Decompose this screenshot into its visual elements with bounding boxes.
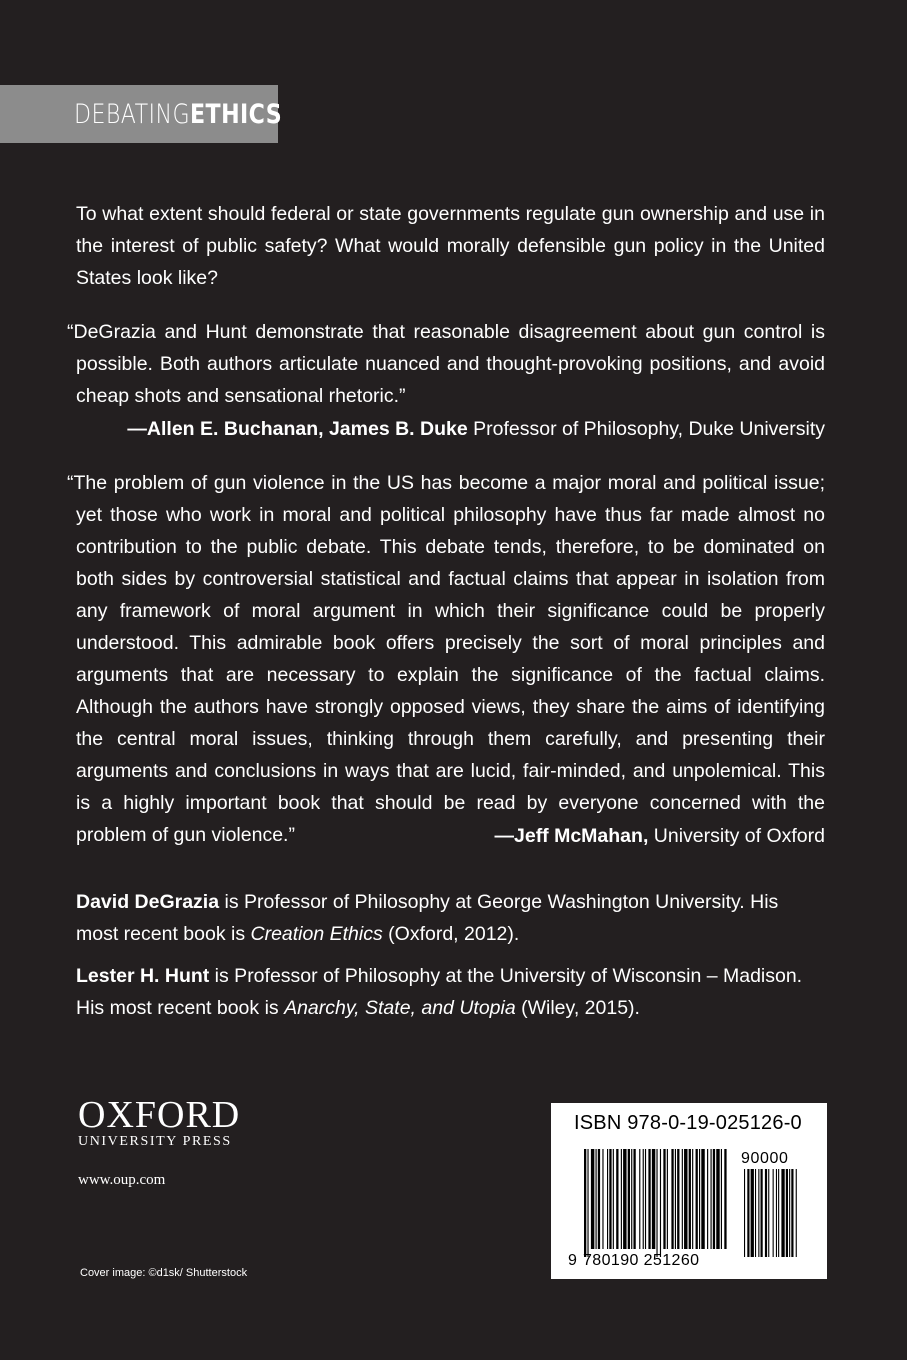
barcode-addon-bar — [765, 1169, 767, 1257]
barcode-bar — [684, 1149, 687, 1249]
barcode-bar — [613, 1149, 614, 1249]
barcode-addon-bar — [791, 1169, 793, 1257]
barcode-bar — [639, 1149, 640, 1249]
barcode-addon-bar — [761, 1169, 763, 1257]
barcode-bar — [628, 1149, 630, 1249]
author-2-name: Lester H. Hunt — [76, 965, 210, 987]
barcode-bar — [696, 1149, 698, 1249]
author-1-book: Creation Ethics — [250, 923, 383, 945]
barcode-bar — [721, 1149, 722, 1249]
endorsement-2-text: “The problem of gun violence in the US has become a major moral and political issue; yet those who work in moral and political philosophy have thus far made almost no contribution to the public debate. This debate tends, therefore, to be dominated on both sides by controversial statistical and factual claims that appear in isolation from any framework of moral argument in which their significance could be properly understood. This admirable book offers precisely the sort of moral principles and arguments that are necessary to explain the significance of the factual claims. Although the authors have strongly opposed views, they share the aims of identifying the central moral issues, thinking through them carefully, and presenting their arguments and conclusions in ways that are lucid, fair-minded, and unpolemical. This is a highly important book that should be read by everyone concerned with the problem of gun violence.” — [67, 472, 825, 846]
barcode-bar — [671, 1149, 673, 1249]
barcode-addon-bar — [773, 1169, 774, 1257]
barcode-addon-bar — [744, 1169, 745, 1257]
barcode-bar — [692, 1149, 693, 1249]
barcode-bar — [587, 1149, 588, 1257]
endorsement-1-author: —Allen E. Buchanan, James B. Duke — [127, 418, 468, 440]
barcode-addon-bar — [758, 1169, 759, 1257]
barcode-bar — [616, 1149, 618, 1249]
barcode-bar — [598, 1149, 600, 1249]
barcode-bar — [716, 1149, 719, 1249]
barcode-bar — [607, 1149, 608, 1249]
barcode-bar — [713, 1149, 715, 1249]
cover-credit: Cover image: ©d1sk/ Shutterstock — [80, 1267, 248, 1279]
barcode-bar — [621, 1149, 622, 1249]
intro-text: To what extent should federal or state governments regulate gun ownership and use in the interest of public safety? What would morally defensible gun policy in the United States look like? — [76, 203, 825, 289]
endorsement-2-attribution — [495, 820, 826, 852]
series-title-thin: DEBATING — [74, 98, 191, 130]
author-2-book-detail: (Wiley, 2015). — [515, 997, 640, 1019]
barcode-addon-bar — [778, 1169, 779, 1257]
barcode-bar — [677, 1149, 679, 1249]
barcode-addon-bar — [747, 1169, 749, 1257]
barcode-bar — [623, 1149, 626, 1249]
barcode-bar — [609, 1149, 611, 1249]
barcode-bar — [631, 1149, 632, 1249]
barcode-addon-bar — [786, 1169, 788, 1257]
barcode-bar — [656, 1149, 657, 1257]
barcode-bar — [602, 1149, 603, 1249]
barcode-addon-bar — [796, 1169, 797, 1257]
barcode-addon-digits: 90000 — [741, 1150, 789, 1167]
publisher-logo — [78, 1094, 241, 1150]
barcode-bar — [643, 1149, 644, 1249]
barcode-bar — [663, 1149, 665, 1249]
barcode-addon-bar — [751, 1169, 754, 1257]
barcode-bar — [699, 1149, 700, 1249]
author-1-book-detail: (Oxford, 2012). — [382, 923, 520, 945]
barcode-bar — [689, 1149, 691, 1249]
barcode-addon-bar — [755, 1169, 756, 1257]
series-title-bold: ETHICS — [190, 98, 283, 130]
barcode-bar — [648, 1149, 650, 1249]
series-title — [74, 99, 282, 130]
barcode-bar — [667, 1149, 668, 1249]
endorsement-1-affiliation: Professor of Philosophy, Duke University — [467, 418, 825, 440]
barcode-bar — [707, 1149, 708, 1249]
endorsement-2-author: —Jeff McMahan, — [494, 825, 649, 847]
barcode-addon-bar — [768, 1169, 769, 1257]
barcode-bar — [675, 1149, 676, 1249]
isbn-label: ISBN 978-0-19-025126-0 — [574, 1112, 802, 1134]
endorsement-2 — [67, 467, 825, 851]
barcode-digits: 780190 251260 — [583, 1252, 700, 1269]
barcode-bar — [701, 1149, 704, 1249]
intro-paragraph — [76, 198, 825, 294]
barcode-bar — [660, 1149, 661, 1257]
endorsement-1-text: “DeGrazia and Hunt demonstrate that reasonable disagreement about gun control is possible. Both authors articulate nuanced and thought-provoking positions, and avoid cheap shots and sensational rhetoric.” — [67, 321, 825, 407]
barcode-addon-bar — [776, 1169, 777, 1257]
barcode-bar — [724, 1149, 726, 1249]
barcode-bar — [652, 1149, 655, 1249]
barcode-bar — [633, 1149, 635, 1249]
barcode-bar — [682, 1149, 683, 1249]
publisher-subname: UNIVERSITY PRESS — [78, 1134, 232, 1149]
author-bio-1 — [76, 886, 825, 950]
endorsement-1-attribution — [127, 413, 825, 445]
author-2-book: Anarchy, State, and Utopia — [284, 997, 516, 1019]
publisher-website: www.oup.com — [78, 1172, 166, 1188]
author-1-bio: is Professor of Philosophy at George Washington University. His most recent book is — [76, 891, 779, 945]
author-1-name: David DeGrazia — [76, 891, 220, 913]
barcode-lead-digit: 9 — [568, 1252, 577, 1269]
barcode-bar — [596, 1149, 597, 1249]
author-bio-2 — [76, 960, 825, 1024]
isbn-barcode-box — [551, 1103, 827, 1279]
barcode-addon-bar — [789, 1169, 790, 1257]
series-band — [0, 85, 283, 143]
barcode-bar — [584, 1149, 586, 1257]
publisher-name: OXFORD — [78, 1094, 241, 1136]
barcode-bar — [645, 1149, 646, 1249]
barcode-bar — [711, 1149, 712, 1249]
endorsement-2-affiliation: University of Oxford — [648, 825, 825, 847]
barcode-bar — [591, 1149, 594, 1249]
author-2-bio: is Professor of Philosophy at the University of Wisconsin – Madison. His most recent book is — [76, 965, 803, 1019]
endorsement-1 — [67, 316, 825, 412]
barcode-addon-bar — [781, 1169, 784, 1257]
